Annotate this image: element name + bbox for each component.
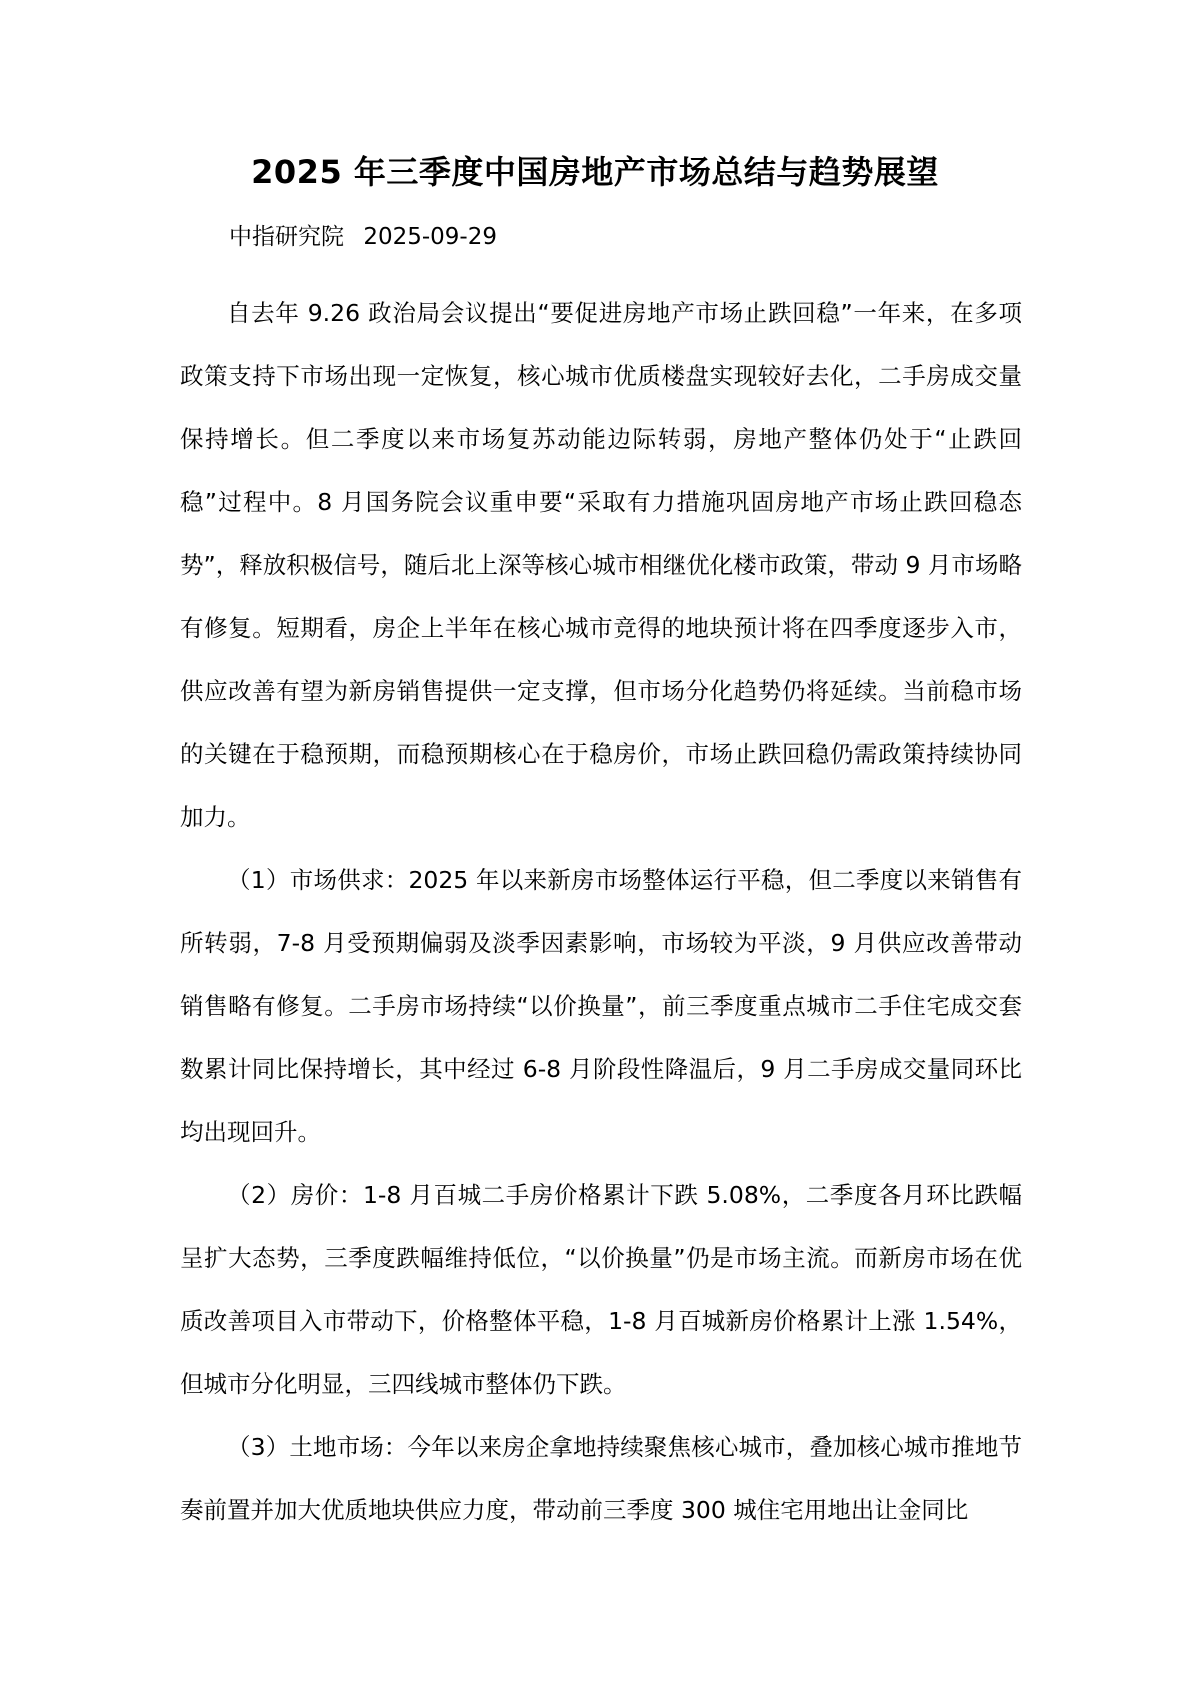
paragraph-housing-prices: （2）房价：1-8 月百城二手房价格累计下跌 5.08%，二季度各月环比跌幅呈扩大态势，三季度跌幅维持低位，“以价换量”仍是市场主流。而新房市场在优质改善项目入市带动下，价格整体平稳，1-8 月百城新房价格累计上涨 1.54%，但城市分化明显，三四线城市整体仍下跌。 (180, 1181, 1022, 1398)
document-body (180, 282, 1022, 1542)
paragraph-market-supply-demand: （1）市场供求：2025 年以来新房市场整体运行平稳，但二季度以来销售有所转弱，7-8 月受预期偏弱及淡季因素影响，市场较为平淡，9 月供应改善带动销售略有修复。二手房市场持续“以价换量”，前三季度重点城市二手住宅成交套数累计同比保持增长，其中经过 6-8 月阶段性降温后，9 月二手房成交量同环比均出现回升。 (180, 866, 1022, 1146)
paragraph-intro: 自去年 9.26 政治局会议提出“要促进房地产市场止跌回稳”一年来，在多项政策支持下市场出现一定恢复，核心城市优质楼盘实现较好去化，二手房成交量保持增长。但二季度以来市场复苏动能边际转弱，房地产整体仍处于“止跌回稳”过程中。8 月国务院会议重申要“采取有力措施巩固房地产市场止跌回稳态势”，释放积极信号，随后北上深等核心城市相继优化楼市政策，带动 9 月市场略有修复。短期看，房企上半年在核心城市竞得的地块预计将在四季度逐步入市，供应改善有望为新房销售提供一定支撑，但市场分化趋势仍将延续。当前稳市场的关键在于稳预期，而稳预期核心在于稳房价，市场止跌回稳仍需政策持续协同加力。 (180, 299, 1022, 831)
document-title: 2025 年三季度中国房地产市场总结与趋势展望 (251, 153, 939, 191)
source-name: 中指研究院 (229, 224, 344, 250)
byline (229, 222, 497, 252)
paragraph-land-market: （3）土地市场：今年以来房企拿地持续聚焦核心城市，叠加核心城市推地节奏前置并加大优质地块供应力度，带动前三季度 300 城住宅用地出让金同比 (180, 1433, 1022, 1524)
publish-date: 2025-09-29 (363, 224, 497, 250)
